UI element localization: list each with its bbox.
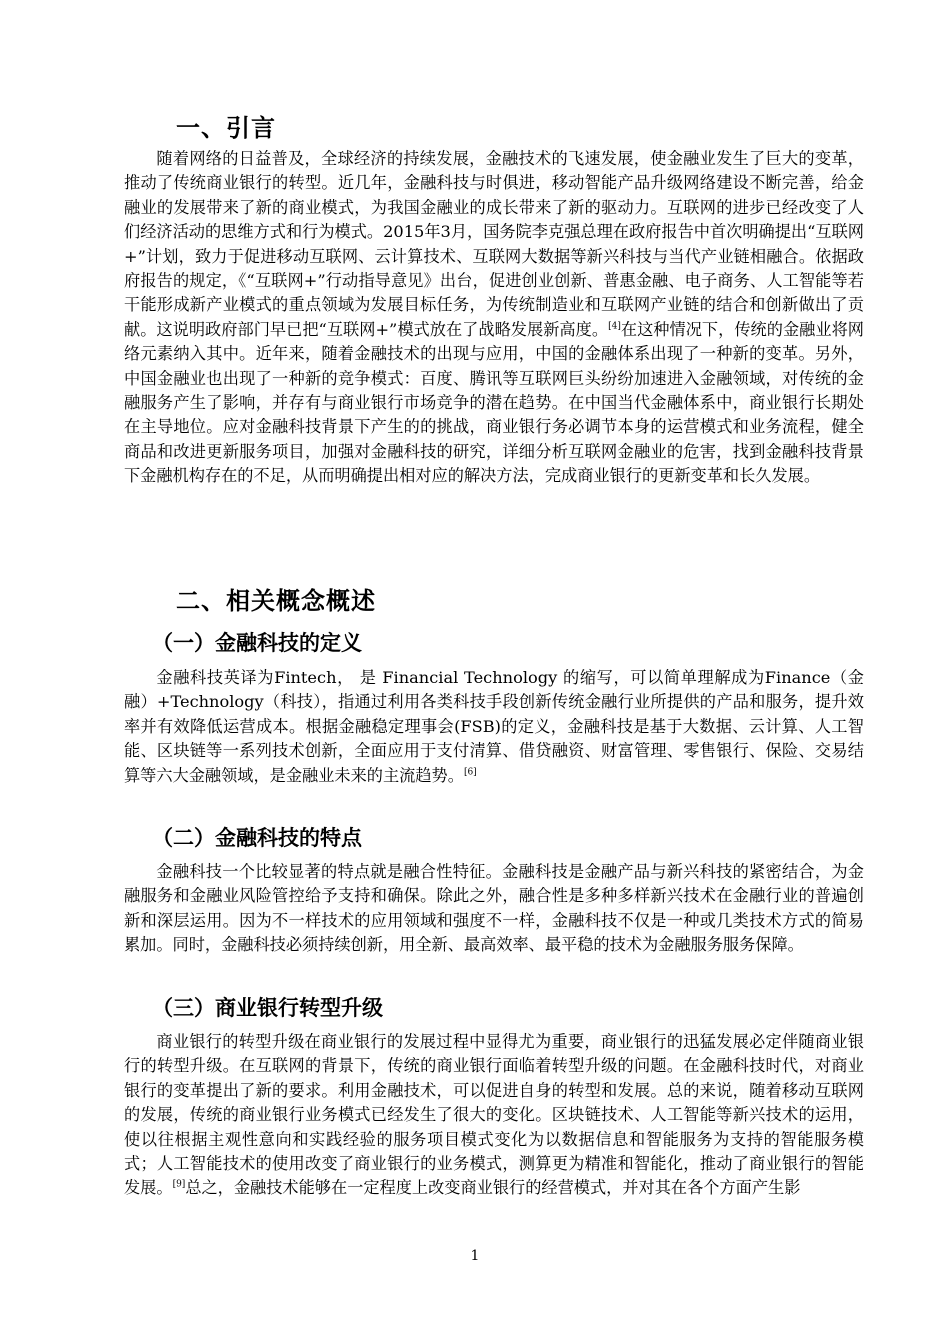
paragraph-fintech-features: 金融科技一个比较显著的特点就是融合性特征。金融科技是金融产品与新兴科技的紧密结合，为金融服务和金融业风险管控给予支持和确保。除此之外，融合性是多种多样新兴技术在金融行业的普遍创新和深层运用。因为不一样技术的应用领域和强度不一样，金融科技不仅是一种或几类技术方式的简易累加。同时，金融科技必须持续创新，用全新、最高效率、最平稳的技术为金融服务服务保障。 bbox=[124, 862, 864, 955]
paragraph-text: 随着网络的日益普及，全球经济的持续发展，金融技术的飞速发展，使金融业发生了巨大的变革，推动了传统商业银行的转型。近几年，金融科技与时俱进，移动智能产品升级网络建设不断完善，给金融业的发展带来了新的商业模式，为我国金融业的成长带来了新的驱动力。互联网的进步已经改变了人们经济活动的思维方式和行为模式。2015年3月，国务院李克强总理在政府报告中首次明确提出“互联网+”计划，致力于促进移动互联网、云计算技术、互联网大数据等新兴科技与当代产业链相融合。依据政府报告的规定，《“互联网+”行动指导意见》出台，促进创业创新、普惠金融、电子商务、人工智能等若干能形成新产业模式的重点领域为发展目标任务，为传统制造业和互联网产业链的结合和创新做出了贡献。这说明政府部门早已把“互联网+”模式放在了战略发展新高度。 bbox=[124, 149, 864, 339]
paragraph-text: 总之，金融技术能够在一定程度上改变商业银行的经营模式，并对其在各个方面产生影 bbox=[185, 1178, 801, 1198]
section-heading-introduction: 一、引言 bbox=[176, 114, 276, 142]
subsection-heading-fintech-features: （二）金融科技的特点 bbox=[152, 826, 362, 850]
citation-ref: [9] bbox=[172, 1180, 186, 1191]
paragraph-fintech-definition bbox=[124, 666, 864, 788]
subsection-heading-bank-transformation: （三）商业银行转型升级 bbox=[152, 996, 383, 1020]
paragraph-text: 金融科技英译为Fintech， 是 Financial Technology 的缩写，可以简单理解成为Finance（金融）+Technology（科技），指通过利用各类科技手段创新传统金融行业所提供的产品和服务，提升效率并有效降低运营成本。根据金融稳定理事会(FSB)的定义，金融科技是基于大数据、云计算、人工智能、区块链等一系列技术创新，全面应用于支付清算、借贷融资、财富管理、零售银行、保险、交易结算等六大金融领域，是金融业未来的主流趋势。 bbox=[124, 668, 864, 785]
paragraph-introduction bbox=[124, 147, 864, 489]
citation-ref: [4] bbox=[608, 321, 621, 332]
page-number: 1 bbox=[470, 1248, 480, 1264]
subsection-heading-fintech-definition: （一）金融科技的定义 bbox=[152, 631, 362, 655]
section-heading-concepts: 二、相关概念概述 bbox=[176, 587, 376, 615]
paragraph-bank-transformation bbox=[124, 1030, 864, 1201]
paragraph-text: 在这种情况下，传统的金融业将网络元素纳入其中。近年来，随着金融技术的出现与应用，中国的金融体系出现了一种新的变革。另外，中国金融业也出现了一种新的竞争模式：百度、腾讯等互联网巨头纷纷加速进入金融领域，对传统的金融服务产生了影响，并存有与商业银行市场竞争的潜在趋势。在中国当代金融体系中，商业银行长期处在主导地位。应对金融科技背景下产生的的挑战，商业银行务必调节本身的运营模式和业务流程，健全商品和改进更新服务项目，加强对金融科技的研究，详细分析互联网金融业的危害，找到金融科技背景下金融机构存在的不足，从而明确提出相对应的解决方法，完成商业银行的更新变革和长久发展。 bbox=[124, 319, 864, 486]
paragraph-text: 商业银行的转型升级在商业银行的发展过程中显得尤为重要，商业银行的迅猛发展必定伴随商业银行的转型升级。在互联网的背景下，传统的商业银行面临着转型升级的问题。在金融科技时代，对商业银行的变革提出了新的要求。利用金融技术，可以促进自身的转型和发展。总的来说，随着移动互联网的发展，传统的商业银行业务模式已经发生了很大的变化。区块链技术、人工智能等新兴技术的运用，使以往根据主观性意向和实践经验的服务项目模式变化为以数据信息和智能服务为支持的智能服务模式；人工智能技术的使用改变了商业银行的业务模式，测算更为精准和智能化，推动了商业银行的智能发展。 bbox=[124, 1032, 864, 1198]
citation-ref: [6] bbox=[463, 767, 477, 778]
